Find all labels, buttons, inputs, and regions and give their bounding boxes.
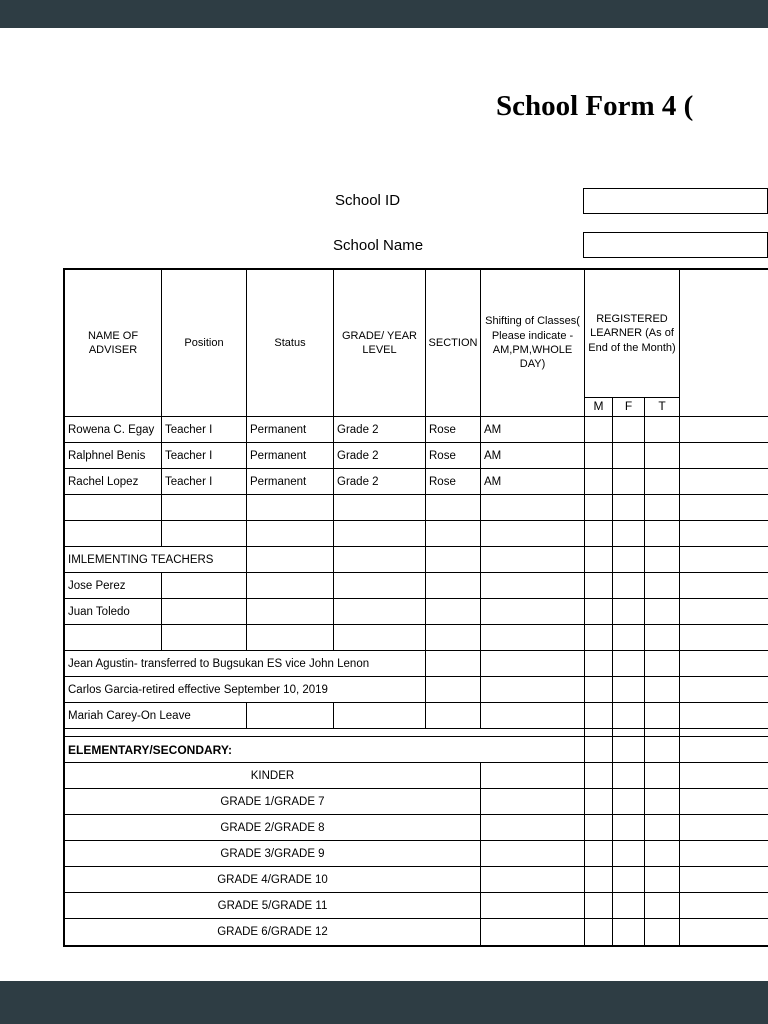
- f-cell: [613, 495, 645, 521]
- status-cell: Permanent: [247, 469, 334, 495]
- m-cell: [585, 919, 613, 945]
- m-cell: [585, 651, 613, 677]
- empty-cell: [481, 703, 585, 729]
- empty-cell: [247, 599, 334, 625]
- empty-cell: [481, 815, 585, 841]
- m-cell: [585, 547, 613, 573]
- t-cell: [645, 651, 680, 677]
- m-cell: [585, 599, 613, 625]
- shift-cell: AM: [481, 443, 585, 469]
- empty-cell: [481, 789, 585, 815]
- position-cell: Teacher I: [162, 469, 247, 495]
- viewer-top-bar: [0, 0, 768, 28]
- f-cell: [613, 417, 645, 443]
- t-cell: [645, 763, 680, 789]
- m-cell: [585, 703, 613, 729]
- empty-cell: [481, 867, 585, 893]
- edge-cell: [680, 703, 768, 729]
- m-cell: [585, 763, 613, 789]
- empty-cell: [334, 495, 426, 521]
- empty-cell: [481, 521, 585, 547]
- adviser-name-cell: Rowena C. Egay: [65, 417, 162, 443]
- shift-cell: AM: [481, 469, 585, 495]
- f-cell: [613, 651, 645, 677]
- edge-cell: [680, 763, 768, 789]
- f-cell: [613, 841, 645, 867]
- status-cell: Permanent: [247, 443, 334, 469]
- t-cell: [645, 789, 680, 815]
- summary-section-label: ELEMENTARY/SECONDARY:: [65, 737, 585, 763]
- t-cell: [645, 521, 680, 547]
- school-id-label: School ID: [335, 192, 401, 209]
- empty-cell: [481, 919, 585, 945]
- section-cell: Rose: [426, 417, 481, 443]
- empty-cell: [481, 841, 585, 867]
- empty-cell: [65, 625, 162, 651]
- t-cell: [645, 737, 680, 763]
- summary-row-label: GRADE 4/GRADE 10: [65, 867, 481, 893]
- t-cell: [645, 867, 680, 893]
- empty-cell: [334, 703, 426, 729]
- page-title: School Form 4 (: [496, 90, 694, 122]
- empty-cell: [481, 677, 585, 703]
- edge-cell: [680, 815, 768, 841]
- edge-cell: [680, 893, 768, 919]
- t-cell: [645, 841, 680, 867]
- m-cell: [585, 677, 613, 703]
- position-cell: Teacher I: [162, 417, 247, 443]
- empty-cell: [65, 495, 162, 521]
- empty-cell: [426, 677, 481, 703]
- edge-cell: [680, 521, 768, 547]
- empty-cell: [247, 703, 334, 729]
- empty-cell: [247, 573, 334, 599]
- teacher-note-cell: Carlos Garcia-retired effective September 10, 2019: [65, 677, 426, 703]
- f-cell: [613, 729, 645, 737]
- col-header-grade-year-level: GRADE/ YEAR LEVEL: [334, 270, 426, 417]
- empty-cell: [481, 893, 585, 919]
- empty-cell: [481, 625, 585, 651]
- teacher-note-cell: Jean Agustin- transferred to Bugsukan ES vice John Lenon: [65, 651, 426, 677]
- empty-cell: [334, 625, 426, 651]
- t-cell: [645, 703, 680, 729]
- teacher-name-cell: Juan Toledo: [65, 599, 162, 625]
- t-cell: [645, 893, 680, 919]
- grade-cell: Grade 2: [334, 443, 426, 469]
- f-cell: [613, 469, 645, 495]
- edge-cell: [680, 495, 768, 521]
- t-cell: [645, 443, 680, 469]
- adviser-table: [63, 268, 768, 947]
- empty-cell: [162, 599, 247, 625]
- f-cell: [613, 573, 645, 599]
- empty-cell: [334, 573, 426, 599]
- empty-cell: [334, 521, 426, 547]
- edge-cell: [680, 469, 768, 495]
- col-header-registered-learner: REGISTERED LEARNER (As of End of the Month): [585, 270, 680, 398]
- implementing-teachers-label: IMLEMENTING TEACHERS: [65, 547, 247, 573]
- m-cell: [585, 521, 613, 547]
- t-cell: [645, 729, 680, 737]
- shift-cell: AM: [481, 417, 585, 443]
- f-cell: [613, 815, 645, 841]
- empty-cell: [162, 495, 247, 521]
- adviser-name-cell: Ralphnel Benis: [65, 443, 162, 469]
- edge-cell: [680, 737, 768, 763]
- m-cell: [585, 737, 613, 763]
- m-cell: [585, 495, 613, 521]
- t-cell: [645, 495, 680, 521]
- empty-cell: [162, 625, 247, 651]
- position-cell: Teacher I: [162, 443, 247, 469]
- empty-cell: [426, 703, 481, 729]
- summary-row-label: GRADE 3/GRADE 9: [65, 841, 481, 867]
- t-cell: [645, 573, 680, 599]
- grade-cell: Grade 2: [334, 417, 426, 443]
- empty-cell: [247, 495, 334, 521]
- f-cell: [613, 443, 645, 469]
- m-cell: [585, 469, 613, 495]
- col-header-t: T: [645, 398, 680, 417]
- school-id-field[interactable]: [583, 188, 768, 214]
- edge-cell: [680, 599, 768, 625]
- edge-cell: [680, 651, 768, 677]
- summary-row-label: GRADE 1/GRADE 7: [65, 789, 481, 815]
- col-header-shifting: Shifting of Classes( Please indicate -AM,PM,WHOLE DAY): [481, 270, 585, 417]
- empty-cell: [481, 763, 585, 789]
- f-cell: [613, 737, 645, 763]
- empty-cell: [426, 573, 481, 599]
- empty-cell: [426, 547, 481, 573]
- col-header-position: Position: [162, 270, 247, 417]
- empty-cell: [426, 521, 481, 547]
- empty-cell: [334, 547, 426, 573]
- empty-cell: [481, 651, 585, 677]
- summary-row-label: GRADE 5/GRADE 11: [65, 893, 481, 919]
- edge-cell: [680, 417, 768, 443]
- col-header-status: Status: [247, 270, 334, 417]
- status-cell: Permanent: [247, 417, 334, 443]
- school-name-field[interactable]: [583, 232, 768, 258]
- grade-cell: Grade 2: [334, 469, 426, 495]
- empty-cell: [426, 495, 481, 521]
- summary-row-label: GRADE 2/GRADE 8: [65, 815, 481, 841]
- empty-cell: [481, 599, 585, 625]
- f-cell: [613, 789, 645, 815]
- viewer-bottom-bar: [0, 981, 768, 1024]
- f-cell: [613, 677, 645, 703]
- empty-cell: [426, 651, 481, 677]
- empty-cell: [481, 495, 585, 521]
- empty-cell: [426, 599, 481, 625]
- col-header-name-of-adviser: NAME OF ADVISER: [65, 270, 162, 417]
- empty-cell: [162, 573, 247, 599]
- m-cell: [585, 417, 613, 443]
- m-cell: [585, 443, 613, 469]
- edge-cell: [680, 625, 768, 651]
- empty-cell: [162, 521, 247, 547]
- f-cell: [613, 625, 645, 651]
- adviser-name-cell: Rachel Lopez: [65, 469, 162, 495]
- f-cell: [613, 763, 645, 789]
- section-cell: Rose: [426, 469, 481, 495]
- empty-cell: [481, 573, 585, 599]
- t-cell: [645, 677, 680, 703]
- edge-cell: [680, 677, 768, 703]
- t-cell: [645, 625, 680, 651]
- empty-cell: [481, 547, 585, 573]
- t-cell: [645, 599, 680, 625]
- empty-cell: [334, 599, 426, 625]
- col-header-section: SECTION: [426, 270, 481, 417]
- t-cell: [645, 469, 680, 495]
- teacher-note-cell: Mariah Carey-On Leave: [65, 703, 247, 729]
- f-cell: [613, 703, 645, 729]
- edge-cell: [680, 867, 768, 893]
- f-cell: [613, 893, 645, 919]
- edge-cell: [680, 443, 768, 469]
- empty-cell: [247, 625, 334, 651]
- edge-cell: [680, 573, 768, 599]
- col-header-f: F: [613, 398, 645, 417]
- f-cell: [613, 599, 645, 625]
- t-cell: [645, 919, 680, 945]
- f-cell: [613, 867, 645, 893]
- m-cell: [585, 893, 613, 919]
- spacer-cell: [65, 729, 585, 737]
- edge-cell: [680, 919, 768, 945]
- m-cell: [585, 815, 613, 841]
- edge-cell: [680, 547, 768, 573]
- m-cell: [585, 625, 613, 651]
- f-cell: [613, 919, 645, 945]
- summary-row-label: KINDER: [65, 763, 481, 789]
- col-header-m: M: [585, 398, 613, 417]
- t-cell: [645, 815, 680, 841]
- empty-cell: [65, 521, 162, 547]
- teacher-name-cell: Jose Perez: [65, 573, 162, 599]
- edge-cell: [680, 789, 768, 815]
- t-cell: [645, 417, 680, 443]
- empty-cell: [426, 625, 481, 651]
- t-cell: [645, 547, 680, 573]
- m-cell: [585, 729, 613, 737]
- section-cell: Rose: [426, 443, 481, 469]
- m-cell: [585, 841, 613, 867]
- f-cell: [613, 521, 645, 547]
- m-cell: [585, 789, 613, 815]
- empty-cell: [247, 521, 334, 547]
- summary-row-label: GRADE 6/GRADE 12: [65, 919, 481, 945]
- school-name-label: School Name: [333, 237, 424, 254]
- f-cell: [613, 547, 645, 573]
- m-cell: [585, 573, 613, 599]
- col-header-cutoff: [680, 270, 768, 417]
- empty-cell: [247, 547, 334, 573]
- m-cell: [585, 867, 613, 893]
- edge-cell: [680, 841, 768, 867]
- edge-cell: [680, 729, 768, 737]
